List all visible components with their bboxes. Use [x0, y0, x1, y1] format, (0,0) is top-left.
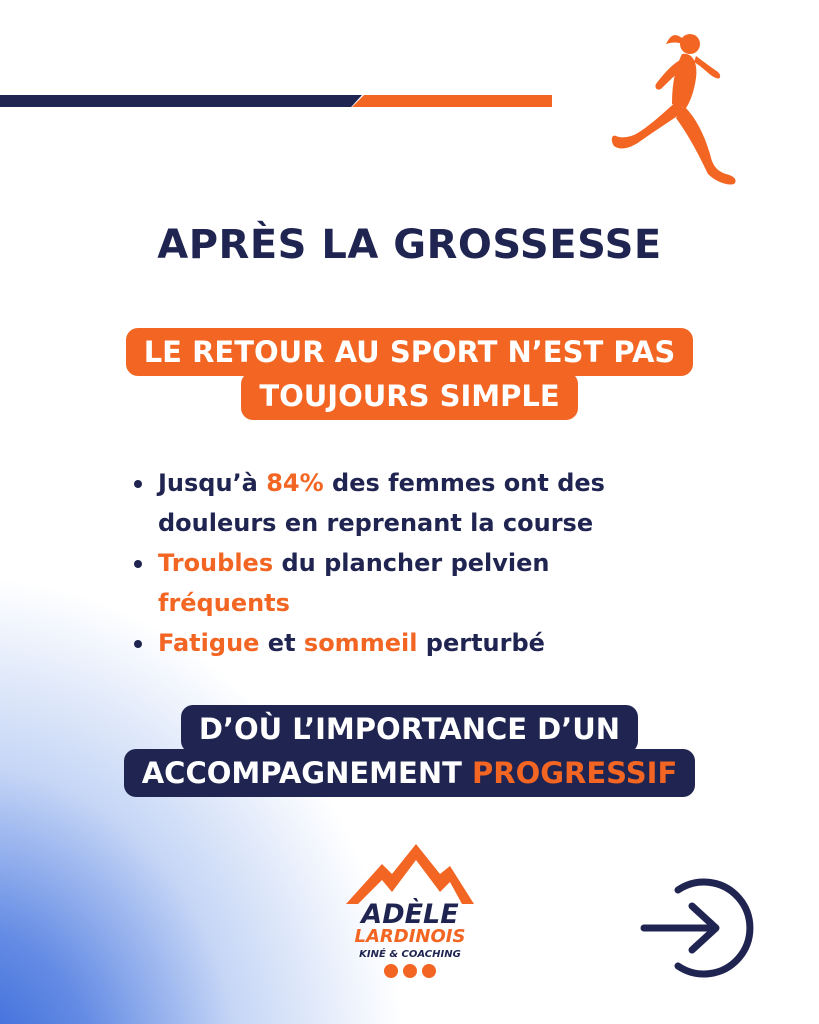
conclusion-highlight: PROGRESSIF — [472, 756, 678, 790]
bullet-highlight: sommeil — [303, 629, 418, 657]
bullet-text: Jusqu’à — [158, 469, 267, 497]
conclusion-text: ACCOMPAGNEMENT — [141, 756, 472, 790]
bullet-text: des femmes ont des douleurs en reprenant la course — [158, 469, 605, 537]
bullet-highlight: 84% — [266, 469, 324, 497]
list-item — [128, 543, 688, 623]
swim-icon — [384, 964, 398, 978]
list-item — [128, 623, 688, 663]
logo-tagline: KINÉ & COACHING — [359, 949, 461, 960]
bike-icon — [403, 964, 417, 978]
arrow-right-circle-icon[interactable] — [640, 868, 760, 988]
running-woman-icon — [600, 22, 750, 192]
list-item — [128, 463, 688, 543]
bullet-text: et — [259, 629, 304, 657]
highlight-badge — [0, 328, 819, 420]
mountain-icon — [340, 838, 480, 908]
conclusion-badge — [0, 705, 819, 797]
bullet-highlight: Fatigue — [158, 629, 260, 657]
logo-surname: LARDINOIS — [354, 926, 466, 947]
conclusion-line-2 — [124, 749, 696, 797]
decorative-bar-orange — [352, 95, 552, 107]
run-icon — [422, 964, 436, 978]
brand-logo — [340, 838, 480, 988]
bullet-highlight: Troubles — [158, 549, 274, 577]
highlight-badge-line-1: LE RETOUR AU SPORT N’EST PAS — [126, 328, 694, 376]
bullet-text: perturbé — [417, 629, 545, 657]
page-title: APRÈS LA GROSSESSE — [157, 222, 662, 268]
bullet-highlight: fréquents — [158, 589, 290, 617]
highlight-badge-line-2: TOUJOURS SIMPLE — [241, 372, 577, 420]
conclusion-line-1: D’OÙ L’IMPORTANCE D’UN — [181, 705, 638, 753]
decorative-bar-navy — [0, 95, 362, 107]
logo-sport-icons — [384, 964, 436, 978]
bullet-text: du plancher pelvien — [273, 549, 550, 577]
bullet-list — [128, 463, 688, 663]
logo-name: ADÈLE — [361, 899, 459, 930]
